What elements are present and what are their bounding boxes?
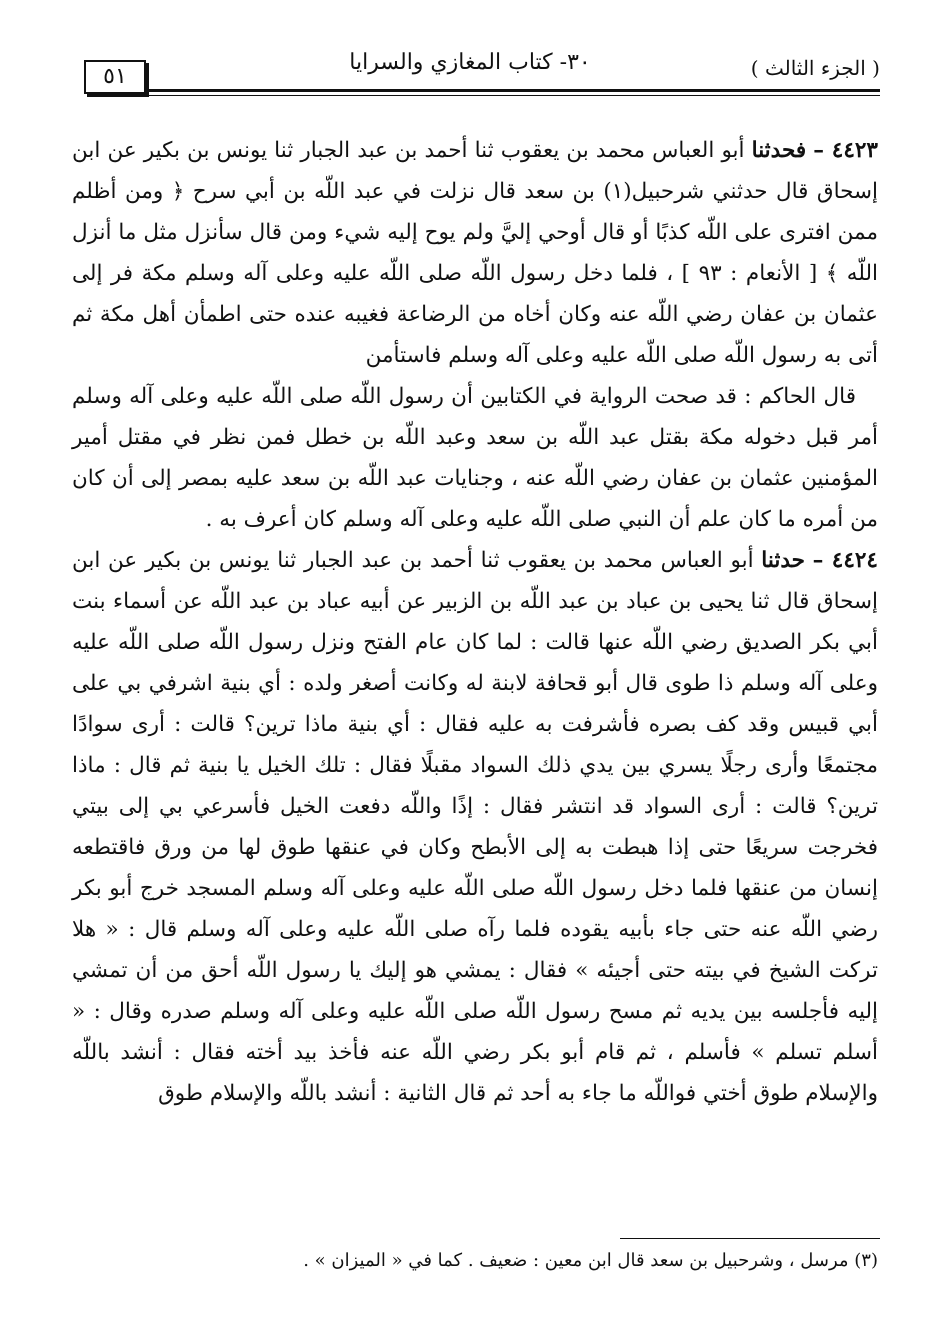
hadith-lead: حدثنا [761,548,805,573]
header-rule-thin [148,95,880,96]
hadith-text: أبو العباس محمد بن يعقوب ثنا أحمد بن عبد الجبار ثنا يونس بن بكير عن ابن إسحاق قال حدثني شرحبيل(١) بن سعد قال نزلت في عبد اللّه بن أبي سرح ﴿ ومن أظلم ممن افترى على اللّه كذبًا أو قال أوحي إليَّ ولم يوح إليه شيء ومن قال سأنزل مثل ما أنزل اللّه ﴾ [ الأنعام : ٩٣ ] ، فلما دخل رسول اللّه صلى اللّه عليه وعلى آله وسلم مكة فر إلى عثمان بن عفان رضي اللّه عنه وكان أخاه من الرضاعة فغيبه عنده حتى اطمأن أهل مكة ثم أتى به رسول اللّه صلى اللّه عليه وعلى آله وسلم فاستأمن [72,138,878,368]
hadith-text: أبو العباس محمد بن يعقوب ثنا أحمد بن عبد الجبار ثنا يونس بن بكير عن ابن إسحاق قال ثنا يحيى بن عباد بن عبد اللّه بن الزبير عن أبيه عباد بن عبد اللّه عن أسماء بنت أبي بكر الصديق رضي اللّه عنها قالت : لما كان عام الفتح ونزل رسول اللّه صلى اللّه عليه وعلى آله وسلم ذا طوى قال أبو قحافة لابنة له وكانت أصغر ولده : أي بنية اشرفي بي على أبي قبيس وقد كف بصره فأشرفت به عليه فقال : أي بنية ماذا ترين؟ قالت : أرى سوادًا مجتمعًا وأرى رجلًا يسري بين يدي ذلك السواد مقبلًا فقال : تلك الخيل يا بنية ثم قال : ماذا ترين؟ قالت : أرى السواد قد انتشر فقال : إذًا واللّه دفعت الخيل فأسرعي بي إلى بيتي فخرجت سريعًا حتى إذا هبطت به إلى الأبطح وكان في عنقها طوق لها من ورق فاقتطعه إنسان من عنقها فلما دخل رسول اللّه صلى اللّه عليه وعلى آله وسلم المسجد خرج أبو بكر رضي اللّه عنه حتى جاء بأبيه يقوده فلما رآه صلى اللّه عليه وعلى آله وسلم قال : « هلا تركت الشيخ في بيته حتى أجيئه » فقال : يمشي هو إليك يا رسول اللّه أحق من أن تمشي إليه فأجلسه بين يديه ثم مسح رسول اللّه صلى اللّه عليه وعلى آله وسلم صدره وقال : « أسلم تسلم » فأسلم ، ثم قام أبو بكر رضي اللّه عنه فأخذ بيد أخته فقال : أنشد باللّه والإسلام طوق أختي فواللّه ما جاء به أحد ثم قال الثانية : أنشد باللّه والإسلام طوق [72,548,878,1106]
page-number: ٥١ [84,60,146,94]
page-header [70,48,880,100]
hadith-lead: فحدثنا [751,138,807,163]
page-body [72,130,878,1114]
hadith-4423 [72,130,878,376]
hakim-comment: قال الحاكم : قد صحت الرواية في الكتابين أن رسول اللّه صلى اللّه عليه وعلى آله وسلم أمر قبل دخوله مكة بقتل عبد اللّه بن سعد وعبد اللّه بن خطل فمن نظر في مقتل أمير المؤمنين عثمان بن عفان رضي اللّه عنه ، وجنايات عبد اللّه بن سعد عليه بمصر إلى أن كان من أمره ما كان علم أن النبي صلى اللّه عليه وعلى آله وسلم كان أعرف به . [72,384,878,532]
hadith-4424 [72,540,878,1114]
footnote-rule [620,1238,880,1239]
running-title: ٣٠- كتاب المغازي والسرايا [349,50,591,75]
hadith-number: ٤٤٢٣ – [813,138,878,163]
part-label: ( الجزء الثالث ) [750,56,880,80]
footnote: (٣) مرسل ، وشرحبيل بن سعد قال ابن معين : ضعيف . كما في « الميزان » . [303,1250,878,1271]
hadith-number: ٤٤٢٤ – [812,548,878,573]
header-rule-thick [148,89,880,92]
